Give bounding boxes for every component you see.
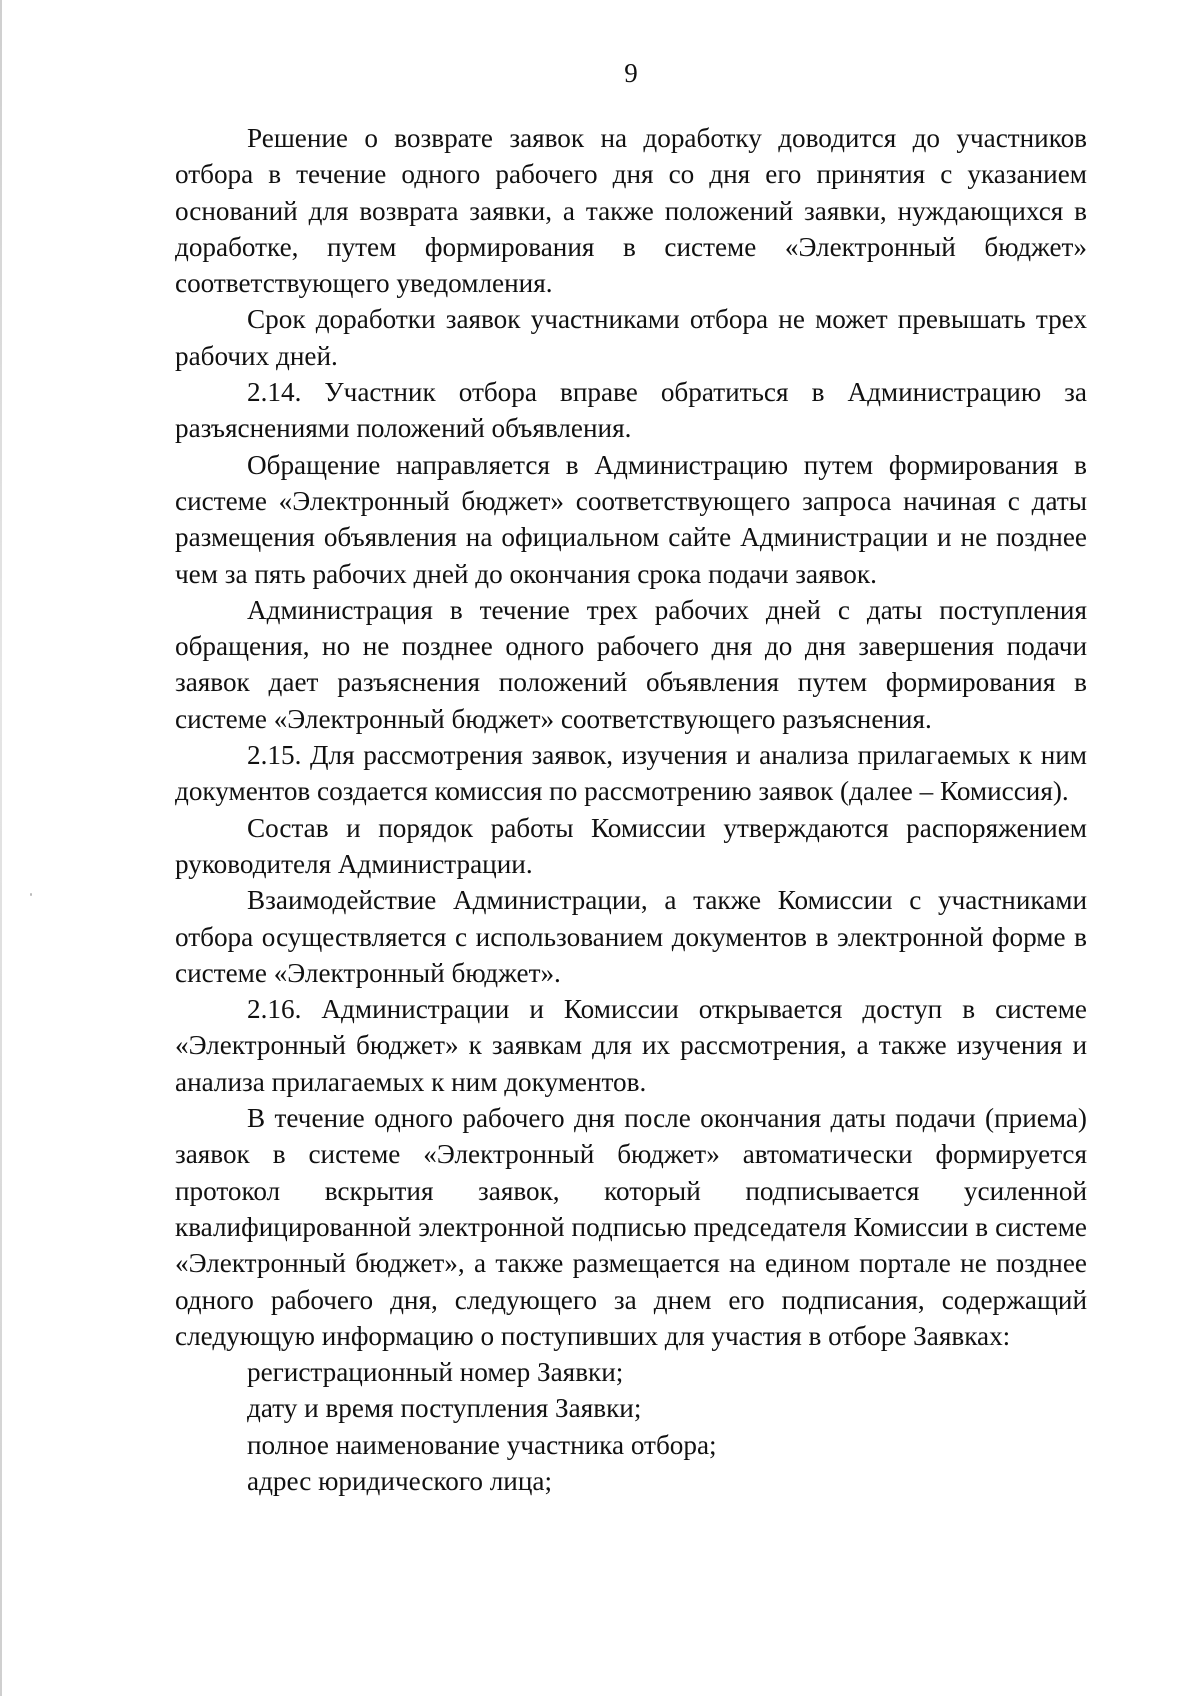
paragraph: Решение о возврате заявок на доработку доводится до участников отбора в течение одного рабочего дня со дня его принятия с указанием оснований для возврата заявки, а также положений заявки, нуждающихся в доработке, путем формирования в системе «Электронный бюджет» соответствующего уведомления. — [175, 123, 1087, 299]
list-item: дату и время поступления Заявки; — [247, 1393, 642, 1424]
paragraph: 2.16. Администрации и Комиссии открывается доступ в системе «Электронный бюджет» к заявкам для их рассмотрения, а также изучения и анализа прилагаемых к ним документов. — [175, 994, 1087, 1097]
document-body — [175, 120, 1087, 1499]
scan-speck — [30, 893, 32, 896]
paragraph: Администрация в течение трех рабочих дней с даты поступления обращения, но не позднее одного рабочего дня до дня завершения подачи заявок дает разъяснения положений объявления путем формирования в системе «Электронный бюджет» соответствующего разъяснения. — [175, 594, 1087, 734]
list-item: полное наименование участника отбора; — [247, 1429, 717, 1460]
paragraph: 2.15. Для рассмотрения заявок, изучения и анализа прилагаемых к ним документов создается комиссия по рассмотрению заявок (далее – Комиссия). — [175, 740, 1087, 807]
paragraph: Срок доработки заявок участниками отбора не может превышать трех рабочих дней. — [175, 304, 1087, 371]
list-item: адрес юридического лица; — [247, 1465, 552, 1496]
paragraph: 2.14. Участник отбора вправе обратиться в Администрацию за разъяснениями положений объявления. — [175, 377, 1087, 444]
scan-edge — [0, 0, 2, 1696]
paragraph: Взаимодействие Администрации, а также Комиссии с участниками отбора осуществляется с использованием документов в электронной форме в системе «Электронный бюджет». — [175, 885, 1087, 988]
list-item: регистрационный номер Заявки; — [247, 1357, 624, 1388]
paragraph: В течение одного рабочего дня после окончания даты подачи (приема) заявок в системе «Электронный бюджет» автоматически формируется протокол вскрытия заявок, который подписывается усиленной квалифицированной электронной подписью председателя Комиссии в системе «Электронный бюджет», а также размещается на едином портале не позднее одного рабочего дня, следующего за днем его подписания, содержащий следующую информацию о поступивших для участия в отборе Заявках: — [175, 1103, 1087, 1351]
page-number: 9 — [624, 58, 638, 88]
paragraph: Обращение направляется в Администрацию путем формирования в системе «Электронный бюджет» соответствующего запроса начиная с даты размещения объявления на официальном сайте Администрации и не позднее чем за пять рабочих дней до окончания срока подачи заявок. — [175, 449, 1087, 589]
paragraph: Состав и порядок работы Комиссии утверждаются распоряжением руководителя Администрации. — [175, 812, 1087, 879]
